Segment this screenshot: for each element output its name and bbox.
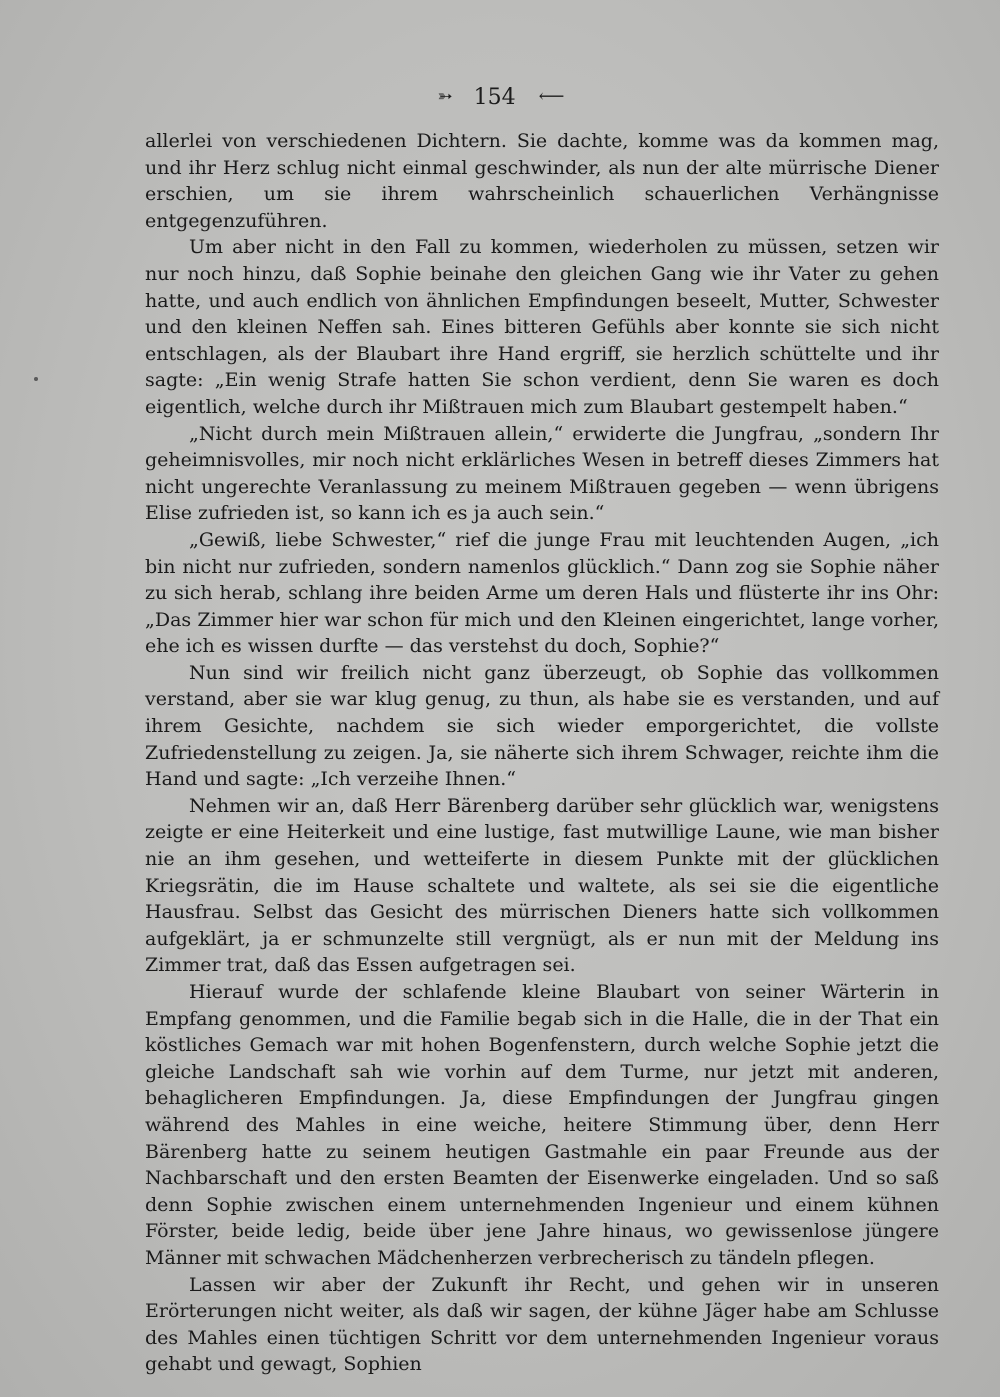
right-ornament-icon: ⟵ [538, 86, 563, 107]
paragraph-4: „Gewiß, liebe Schwester,“ rief die junge Frau mit leuchtenden Augen, „ich bin nicht nur zufrieden, sondern namenlos glücklich.“ Dann zog sie Sophie näher zu sich herab, schlang ihre beiden Arme um deren Hals und flüsterte ihr ins Ohr: „Das Zimmer hier war schon für mich und den Kleinen eingerichtet, lange vorher, ehe ich es wissen durfte — das verstehst du doch, Sophie?“ [145, 528, 939, 658]
body-text [145, 128, 939, 1378]
paper-speck [34, 377, 38, 381]
paragraph-8: Lassen wir aber der Zukunft ihr Recht, und gehen wir in unseren Erörterungen nicht weiter, als daß wir sagen, der kühne Jäger habe am Schlusse des Mahles einen tüchtigen Schritt vor dem unternehmenden Ingenieur voraus gehabt und gewagt, Sophien [145, 1273, 939, 1376]
page-number: 154 [473, 85, 516, 110]
paragraph-5: Nun sind wir freilich nicht ganz überzeugt, ob Sophie das vollkommen verstand, aber sie war klug genug, zu thun, als habe sie es verstanden, und auf ihrem Gesichte, nachdem sie sich wieder emporgerichtet, die vollste Zufriedenstellung zu zeigen. Ja, sie näherte sich ihrem Schwager, reichte ihm die Hand und sagte: „Ich verzeihe Ihnen.“ [145, 661, 939, 791]
paragraph-3: „Nicht durch mein Mißtrauen allein,“ erwiderte die Jungfrau, „sondern Ihr geheimnisvolles, mir noch nicht erklärliches Wesen in betreff dieses Zimmers hat nicht ungerechte Veranlassung zu meinem Mißtrauen gegeben — wenn übrigens Elise zufrieden ist, so kann ich es ja auch sein.“ [145, 422, 939, 525]
page-header [0, 84, 1000, 111]
paragraph-7: Hierauf wurde der schlafende kleine Blaubart von seiner Wärterin in Empfang genommen, und die Familie begab sich in die Halle, die in der That ein köstliches Gemach war mit hohen Bogenfenstern, durch welche Sophie jetzt die gleiche Landschaft sah wie vorhin auf dem Turme, nur jetzt mit anderen, behaglicheren Empfindungen. Ja, diese Empfindungen der Jungfrau gingen während des Mahles in eine weiche, heitere Stimmung über, denn Herr Bärenberg hatte zu seinem heutigen Gastmahle ein paar Freunde aus der Nachbarschaft und den ersten Beamten der Eisenwerke eingeladen. Und so saß denn Sophie zwischen einem unternehmenden Ingenieur und einem kühnen Förster, beide ledig, beide über jene Jahre hinaus, wo gewissenlose jüngere Männer mit schwachen Mädchenherzen verbrecherisch zu tändeln pflegen. [145, 981, 939, 1269]
paragraph-2: Um aber nicht in den Fall zu kommen, wiederholen zu müssen, setzen wir nur noch hinzu, daß Sophie beinahe den gleichen Gang wie ihr Vater zu gehen hatte, und auch endlich von ähnlichen Empfindungen beseelt, Mutter, Schwester und den kleinen Neffen sah. Eines bitteren Gefühls aber konnte sie sich nicht entschlagen, als der Blaubart ihre Hand ergriff, sie herzlich schüttelte und ihr sagte: „Ein wenig Strafe hatten Sie schon verdient, denn Sie waren es doch eigentlich, welche durch ihr Mißtrauen mich zum Blaubart gestempelt haben.“ [145, 236, 939, 418]
left-ornament-icon: ➳ [437, 86, 451, 107]
paragraph-6: Nehmen wir an, daß Herr Bärenberg darüber sehr glücklich war, wenigstens zeigte er eine Heiterkeit und eine lustige, fast mutwillige Laune, wie man bisher nie an ihm gesehen, und wetteiferte in diesem Punkte mit der glücklichen Kriegsrätin, die im Hause schaltete und waltete, als sei sie die eigentliche Hausfrau. Selbst das Gesicht des mürrischen Dieners hatte sich vollkommen aufgeklärt, ja er schmunzelte still vergnügt, als er nun mit der Meldung ins Zimmer trat, daß das Essen aufgetragen sei. [145, 794, 939, 977]
paragraph-1: allerlei von verschiedenen Dichtern. Sie dachte, komme was da kommen mag, und ihr Herz schlug nicht einmal geschwinder, als nun der alte mürrische Diener erschien, um sie ihrem wahrscheinlich schauerlichen Verhängnisse entgegenzuführen. [145, 130, 939, 232]
